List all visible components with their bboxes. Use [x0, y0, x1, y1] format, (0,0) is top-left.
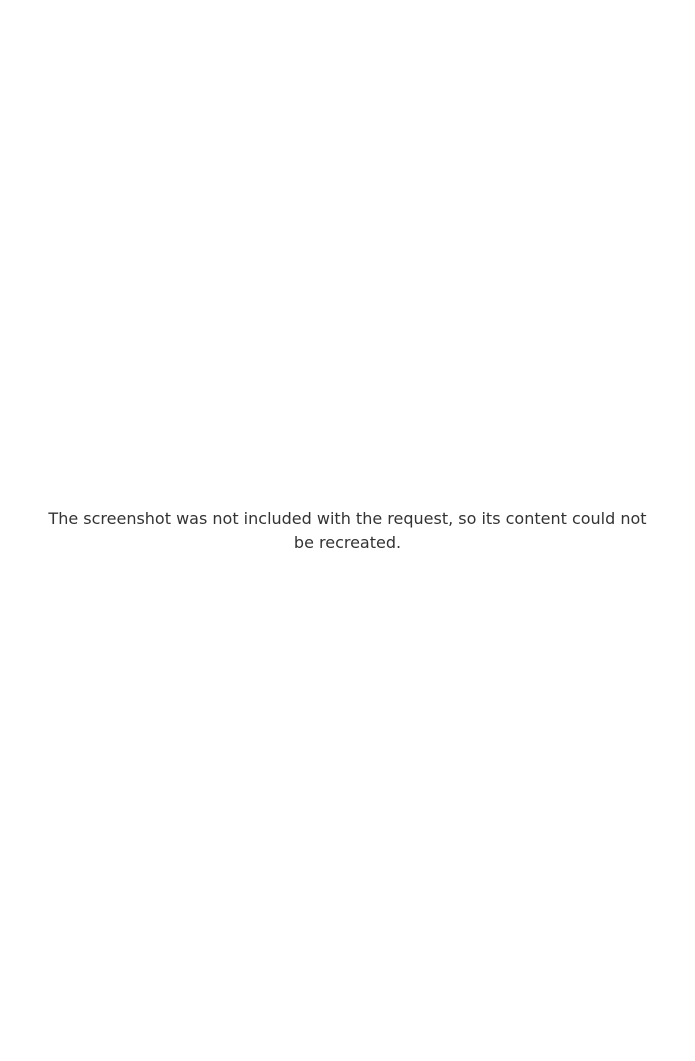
- missing-image-notice: The screenshot was not included with the request, so its content could not be recreated.: [48, 508, 647, 552]
